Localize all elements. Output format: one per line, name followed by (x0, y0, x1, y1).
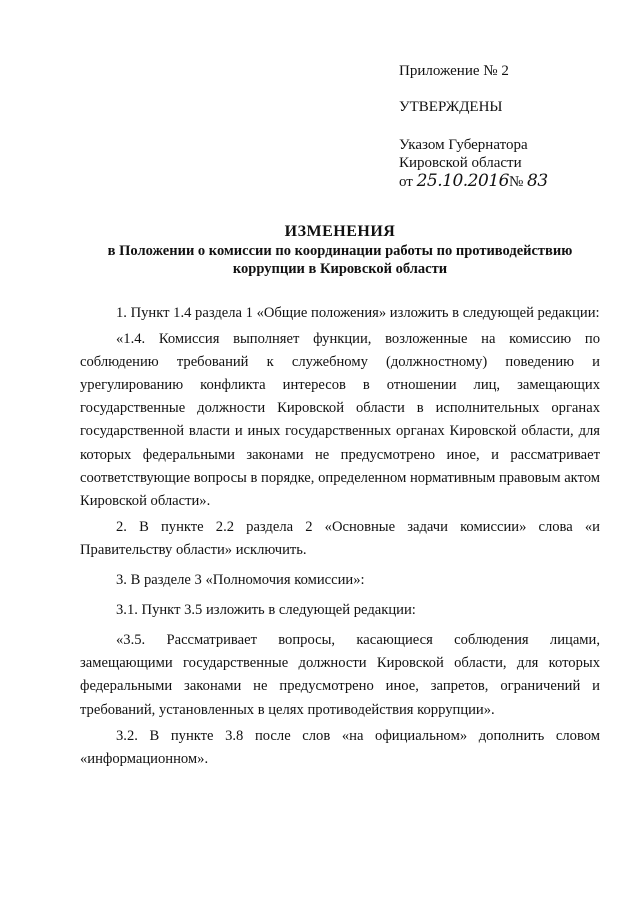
appendix-label: Приложение № 2 (399, 63, 509, 79)
document-title (60, 222, 620, 278)
title-sub-line-2: коррупции в Кировской области (232, 261, 448, 277)
number-prefix: № (508, 174, 524, 190)
handwritten-date: 25.10.2016 (416, 171, 509, 191)
paragraph-1: 1. Пункт 1.4 раздела 1 «Общие положения» изложить в следующей редакции: (116, 305, 600, 321)
decree-line-1: Указом Губернатора (399, 137, 528, 153)
document-body (80, 302, 600, 771)
paragraph-3-1: 3.1. Пункт 3.5 изложить в следующей редакции: (116, 602, 416, 619)
handwritten-number: 83 (527, 171, 548, 191)
paragraph-3: 3. В разделе 3 «Полномочия комиссии»: (116, 572, 365, 589)
title-main: ИЗМЕНЕНИЯ (284, 223, 396, 240)
paragraph-2: 2. В пункте 2.2 раздела 2 «Основные задачи комиссии» слова «и Правительству области» исключить. (80, 518, 600, 558)
paragraph-quote-3-5: «3.5. Рассматривает вопросы, касающиеся соблюдения лицами, замещающими государственные должности Кировской области, для которых федеральными законами не предусмотрено иное, запретов, ограничений и требований, установленных в целях противодействия коррупции». (80, 632, 600, 718)
paragraph-quote-1-4: «1.4. Комиссия выполняет функции, возложенные на комиссию по соблюдению требований к служебному (должностному) поведению и урегулированию конфликта интересов в отношении лиц, замещающих государственные должности Кировской области в исполнительных органах государственной власти и иных государственных органах Кировской области, для которых федеральными законами не предусмотрено иное, и рассматривает соответствующие вопросы в порядке, определенном нормативным правовым актом Кировской области». (80, 331, 601, 509)
decree-date-line (399, 172, 619, 191)
title-sub-line-1: в Положении о комиссии по координации работы по противодействию (107, 243, 573, 259)
paragraph-3-2: 3.2. В пункте 3.8 после слов «на официальном» дополнить словом «информационном». (80, 727, 600, 767)
date-prefix: от (399, 174, 413, 190)
decree-line-2: Кировской области (399, 155, 522, 171)
approved-label: УТВЕРЖДЕНЫ (399, 99, 503, 115)
approval-block (399, 62, 619, 191)
